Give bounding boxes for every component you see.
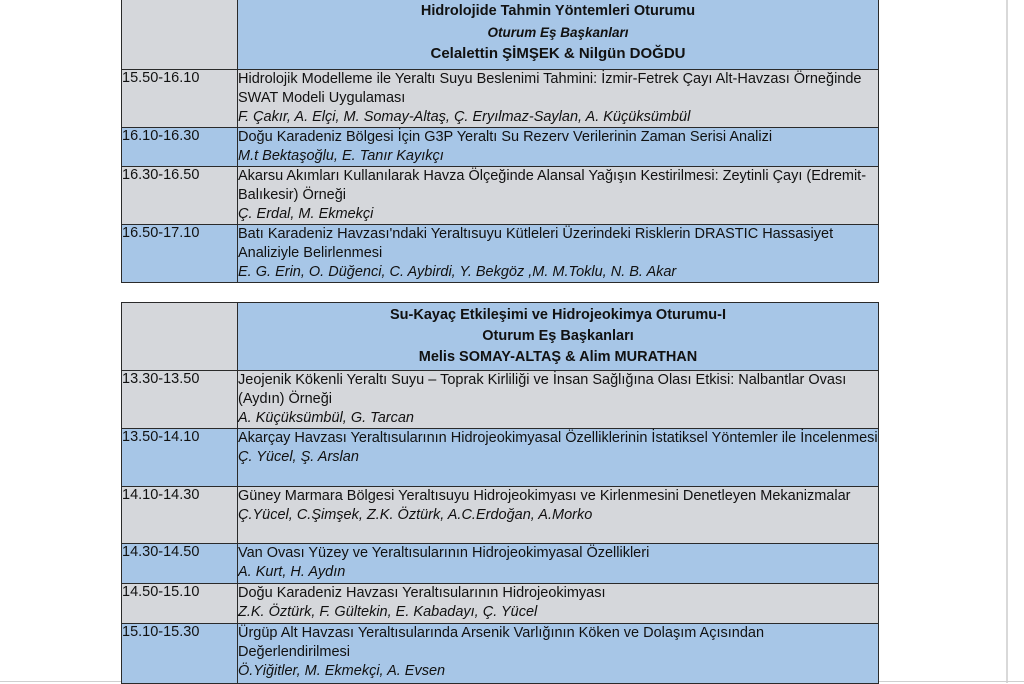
session-header-cell — [238, 0, 879, 70]
talk-authors: Ç.Yücel, C.Şimşek, Z.K. Öztürk, A.C.Erdoğan, A.Morko — [238, 507, 593, 523]
session-chairs: Melis SOMAY-ALTAŞ & Alim MURATHAN — [418, 349, 698, 365]
talk-time: 14.10-14.30 — [122, 487, 238, 544]
talk-row — [122, 371, 879, 429]
talk-title: Akarçay Havzası Yeraltısularının Hidrojeokimyasal Özelliklerinin İstatiksel Yöntemler ile İncelenmesi — [238, 430, 878, 446]
talk-cell — [238, 584, 879, 624]
session-table-2 — [121, 302, 879, 684]
talk-time: 16.50-17.10 — [122, 225, 238, 283]
session-chairs: Celalettin ŞİMŞEK & Nilgün DOĞDU — [430, 45, 686, 62]
talk-title: Ürgüp Alt Havzası Yeraltısularında Arsenik Varlığının Köken ve Dolaşım Açısından Değerlendirilmesi — [238, 625, 765, 660]
talk-time: 16.30-16.50 — [122, 167, 238, 225]
talk-title: Doğu Karadeniz Bölgesi İçin G3P Yeraltı Su Rezerv Verilerinin Zaman Serisi Analizi — [238, 129, 773, 145]
talk-row — [122, 225, 879, 283]
session-title: Hidrolojide Tahmin Yöntemleri Oturumu — [420, 3, 696, 19]
talk-cell — [238, 70, 879, 128]
talk-title: Jeojenik Kökenli Yeraltı Suyu – Toprak Kirliliği ve İnsan Sağlığına Olası Etkisi: Nalbantlar Ovası (Aydın) Örneği — [238, 372, 847, 407]
talk-authors: E. G. Erin, O. Düğenci, C. Aybirdi, Y. Bekgöz ,M. M.Toklu, N. B. Akar — [238, 264, 677, 280]
talk-time: 14.50-15.10 — [122, 584, 238, 624]
talk-time: 15.10-15.30 — [122, 624, 238, 684]
talk-title: Güney Marmara Bölgesi Yeraltısuyu Hidrojeokimyası ve Kirlenmesini Denetleyen Mekanizmalar — [238, 488, 851, 504]
talk-row — [122, 128, 879, 167]
talk-row — [122, 429, 879, 487]
talk-cell — [238, 167, 879, 225]
page-edge — [1006, 0, 1008, 683]
talk-authors: A. Küçüksümbül, G. Tarcan — [238, 410, 414, 426]
talk-row — [122, 544, 879, 584]
session-header — [122, 0, 879, 70]
talk-row — [122, 624, 879, 684]
session-table-1 — [121, 0, 879, 283]
talk-cell — [238, 429, 879, 487]
session-header-cell — [238, 303, 879, 371]
talk-time: 13.50-14.10 — [122, 429, 238, 487]
session-title: Su-Kayaç Etkileşimi ve Hidrojeokimya Oturumu-I — [389, 307, 727, 323]
talk-row — [122, 70, 879, 128]
talk-cell — [238, 487, 879, 544]
talk-cell — [238, 225, 879, 283]
talk-cell — [238, 371, 879, 429]
talk-title: Doğu Karadeniz Havzası Yeraltısularının Hidrojeokimyası — [238, 585, 606, 601]
talk-row — [122, 487, 879, 544]
talk-authors: Ç. Yücel, Ş. Arslan — [238, 449, 359, 465]
header-blank-cell — [122, 303, 238, 371]
cochairs-label: Oturum Eş Başkanları — [487, 25, 629, 40]
session-header — [122, 303, 879, 371]
talk-row — [122, 167, 879, 225]
talk-row — [122, 584, 879, 624]
cochairs-label: Oturum Eş Başkanları — [482, 328, 634, 344]
talk-cell — [238, 624, 879, 684]
talk-time: 14.30-14.50 — [122, 544, 238, 584]
talk-time: 13.30-13.50 — [122, 371, 238, 429]
talk-authors: M.t Bektaşoğlu, E. Tanır Kayıkçı — [238, 148, 444, 164]
talk-authors: A. Kurt, H. Aydın — [238, 564, 346, 580]
talk-authors: Ç. Erdal, M. Ekmekçi — [238, 206, 374, 222]
talk-title: Akarsu Akımları Kullanılarak Havza Ölçeğinde Alansal Yağışın Kestirilmesi: Zeytinli Çayı (Edremit-Balıkesir) Örneği — [238, 168, 867, 203]
header-blank-cell — [122, 0, 238, 70]
talk-authors: Ö.Yiğitler, M. Ekmekçi, A. Evsen — [238, 663, 446, 679]
talk-authors: Z.K. Öztürk, F. Gültekin, E. Kabadayı, Ç. Yücel — [238, 604, 538, 620]
talk-cell — [238, 128, 879, 167]
talk-time: 16.10-16.30 — [122, 128, 238, 167]
talk-title: Hidrolojik Modelleme ile Yeraltı Suyu Beslenimi Tahmini: İzmir-Fetrek Çayı Alt-Havzası Örneğinde SWAT Modeli Uygulaması — [238, 71, 862, 106]
talk-cell — [238, 544, 879, 584]
talk-title: Batı Karadeniz Havzası'ndaki Yeraltısuyu Kütleleri Üzerindeki Risklerin DRASTIC Hassasiyet Analiziyle Belirlenmesi — [238, 226, 834, 261]
talk-time: 15.50-16.10 — [122, 70, 238, 128]
talk-authors: F. Çakır, A. Elçi, M. Somay-Altaş, Ç. Eryılmaz-Saylan, A. Küçüksümbül — [238, 109, 691, 125]
talk-title: Van Ovası Yüzey ve Yeraltısularının Hidrojeokimyasal Özellikleri — [238, 545, 650, 561]
